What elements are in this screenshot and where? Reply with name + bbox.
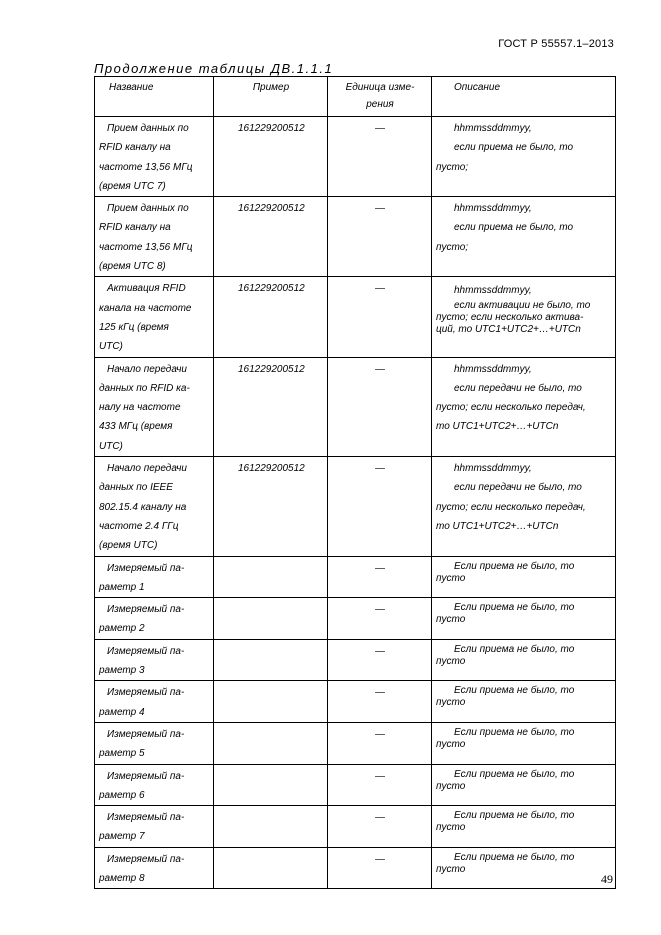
cell-example: 161229200512: [214, 277, 328, 357]
cell-description-line: hhmmssddmmyy,: [454, 285, 532, 297]
table-row: [95, 847, 616, 889]
column-header-name: Название: [95, 77, 214, 117]
cell-description-line: Если приема не было, то: [454, 685, 575, 697]
cell-example: 161229200512: [214, 457, 328, 556]
cell-description-line: Если приема не было, то: [454, 602, 575, 614]
cell-description: [432, 681, 616, 723]
cell-name-line: налу на частоте: [99, 402, 181, 414]
cell-name-line: Измеряемый па-: [107, 562, 185, 574]
cell-description-line: если передачи не было, то: [454, 482, 582, 494]
cell-name-line: 433 МГц (время: [99, 421, 173, 433]
cell-name-line: RFID каналу на: [99, 142, 171, 154]
cell-unit: —: [328, 117, 432, 197]
cell-name: [95, 197, 214, 277]
cell-unit: —: [328, 681, 432, 723]
cell-example: [214, 764, 328, 806]
document-id: ГОСТ Р 55557.1–2013: [498, 38, 614, 50]
cell-description-line: Если приема не было, то: [454, 560, 575, 572]
cell-name-line: Активация RFID: [107, 283, 186, 295]
table-row: [95, 806, 616, 848]
cell-example: [214, 598, 328, 640]
cell-description: [432, 556, 616, 598]
cell-description: [432, 277, 616, 357]
cell-name-line: Прием данных по: [107, 203, 189, 215]
cell-name-line: UTC): [99, 341, 123, 353]
cell-unit: —: [328, 457, 432, 556]
column-header-unit: [328, 77, 432, 117]
cell-example: 161229200512: [214, 117, 328, 197]
cell-description: [432, 722, 616, 764]
cell-description: [432, 806, 616, 848]
cell-name-line: Измеряемый па-: [107, 604, 185, 616]
table-row: [95, 598, 616, 640]
cell-description-line: hhmmssddmmyy,: [454, 203, 532, 215]
cell-example: [214, 681, 328, 723]
cell-description-line: если приема не было, то: [454, 142, 574, 154]
cell-description-line: пусто: [436, 697, 466, 709]
cell-example: 161229200512: [214, 197, 328, 277]
cell-example: [214, 722, 328, 764]
column-header-unit-line-1: Единица изме-: [345, 82, 415, 93]
cell-description-line: пусто: [436, 655, 466, 667]
cell-name-line: Измеряемый па-: [107, 645, 185, 657]
cell-description-line: hhmmssddmmyy,: [454, 123, 532, 134]
cell-description-line: пусто; если несколько актива-: [436, 312, 584, 324]
cell-name-line: Начало передачи: [107, 363, 187, 375]
cell-unit: —: [328, 357, 432, 456]
cell-name: [95, 722, 214, 764]
cell-unit: —: [328, 847, 432, 889]
cell-name-line: раметр 5: [99, 748, 145, 760]
table-row: [95, 764, 616, 806]
cell-unit: —: [328, 197, 432, 277]
cell-description-line: если активации не было, то: [454, 300, 591, 312]
cell-name-line: раметр 8: [99, 872, 145, 884]
cell-name-line: 125 кГц (время: [99, 321, 169, 333]
cell-name-line: UTC): [99, 440, 123, 452]
cell-unit: —: [328, 277, 432, 357]
cell-description-line: если передачи не было, то: [454, 382, 582, 394]
cell-description-line: Если приема не было, то: [454, 643, 575, 655]
cell-name-line: частоте 2.4 ГГц: [99, 520, 179, 532]
table-row: [95, 197, 616, 277]
cell-description-line: пусто;: [436, 161, 469, 173]
cell-unit: —: [328, 806, 432, 848]
table-row: [95, 681, 616, 723]
cell-name: [95, 639, 214, 681]
cell-name-line: Измеряемый па-: [107, 853, 185, 865]
cell-name: [95, 806, 214, 848]
cell-name-line: 802.15.4 каналу на: [99, 501, 187, 513]
cell-name-line: Измеряемый па-: [107, 687, 185, 699]
table-row: [95, 722, 616, 764]
table-caption: Продолжение таблицы ДВ.1.1.1: [94, 61, 334, 76]
cell-description-line: Если приема не было, то: [454, 851, 575, 863]
cell-name-line: (время UTC): [99, 540, 158, 552]
cell-description-line: пусто; если несколько передач,: [436, 501, 586, 513]
cell-description-line: то UTC1+UTC2+…+UTCn: [436, 421, 559, 433]
cell-name-line: Измеряемый па-: [107, 770, 185, 782]
cell-name-line: Измеряемый па-: [107, 728, 185, 740]
cell-name-line: Начало передачи: [107, 463, 187, 475]
cell-description-line: пусто: [436, 738, 466, 750]
cell-name-line: данных по IEEE: [99, 482, 173, 494]
cell-name-line: Измеряемый па-: [107, 812, 185, 824]
cell-description-line: Если приема не было, то: [454, 768, 575, 780]
cell-name-line: раметр 7: [99, 831, 145, 843]
column-header-example: Пример: [214, 77, 328, 117]
table-row: [95, 117, 616, 197]
cell-description-line: то UTC1+UTC2+…+UTCn: [436, 520, 559, 532]
cell-description-line: если приема не было, то: [454, 222, 574, 234]
cell-example: 161229200512: [214, 357, 328, 456]
cell-name: [95, 357, 214, 456]
cell-name: [95, 117, 214, 197]
cell-name: [95, 847, 214, 889]
cell-description-line: hhmmssddmmyy,: [454, 463, 532, 475]
cell-description-line: пусто: [436, 572, 466, 584]
cell-name-line: раметр 2: [99, 623, 145, 635]
cell-description-line: hhmmssddmmyy,: [454, 363, 532, 375]
page-number: 49: [601, 872, 613, 886]
cell-name-line: раметр 1: [99, 581, 145, 593]
cell-description-line: пусто: [436, 780, 466, 792]
cell-description-line: Если приема не было, то: [454, 810, 575, 822]
cell-unit: —: [328, 639, 432, 681]
cell-description: [432, 197, 616, 277]
cell-name: [95, 681, 214, 723]
cell-unit: —: [328, 556, 432, 598]
cell-name-line: частоте 13,56 МГц: [99, 161, 193, 173]
cell-name-line: раметр 4: [99, 706, 145, 718]
cell-name: [95, 598, 214, 640]
cell-description-line: пусто: [436, 863, 466, 875]
table-row: [95, 556, 616, 598]
cell-name-line: канала на частоте: [99, 302, 192, 314]
cell-description-line: пусто: [436, 822, 466, 834]
table-header-row: [95, 77, 616, 117]
table-row: [95, 639, 616, 681]
cell-name-line: RFID каналу на: [99, 222, 171, 234]
cell-unit: —: [328, 764, 432, 806]
cell-description-line: пусто; если несколько передач,: [436, 402, 586, 414]
cell-name-line: (время UTC 8): [99, 261, 166, 273]
cell-description-line: пусто: [436, 614, 466, 626]
cell-description: [432, 357, 616, 456]
cell-example: [214, 556, 328, 598]
cell-description: [432, 598, 616, 640]
cell-description-line: ций, то UTC1+UTC2+…+UTCn: [436, 324, 581, 336]
column-header-description: Описание: [432, 77, 616, 117]
cell-name-line: данных по RFID ка-: [99, 382, 190, 394]
cell-name: [95, 457, 214, 556]
cell-name-line: раметр 3: [99, 665, 145, 677]
cell-name: [95, 277, 214, 357]
cell-unit: —: [328, 598, 432, 640]
table-row: [95, 457, 616, 556]
cell-name-line: (время UTC 7): [99, 180, 166, 192]
cell-unit: —: [328, 722, 432, 764]
cell-name-line: раметр 6: [99, 789, 145, 801]
table-row: [95, 357, 616, 456]
cell-example: [214, 847, 328, 889]
cell-name-line: Прием данных по: [107, 123, 189, 134]
cell-description-line: Если приема не было, то: [454, 726, 575, 738]
cell-name-line: частоте 13,56 МГц: [99, 241, 193, 253]
column-header-unit-line-2: рения: [366, 99, 394, 110]
cell-description: [432, 764, 616, 806]
cell-name: [95, 764, 214, 806]
cell-description: [432, 457, 616, 556]
cell-example: [214, 806, 328, 848]
data-table: [94, 76, 616, 889]
cell-example: [214, 639, 328, 681]
table-row: [95, 277, 616, 357]
cell-name: [95, 556, 214, 598]
cell-description: [432, 847, 616, 889]
cell-description: [432, 639, 616, 681]
cell-description-line: пусто;: [436, 241, 469, 253]
cell-description: [432, 117, 616, 197]
